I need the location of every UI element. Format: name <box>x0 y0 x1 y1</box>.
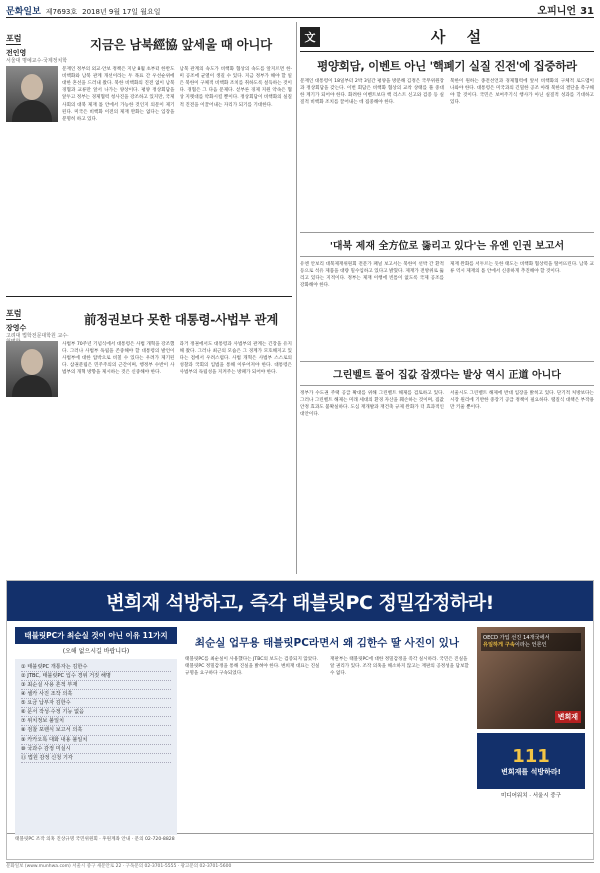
ad-reason-list <box>15 659 177 835</box>
issue-date: 2018년 9월 17일 월요일 <box>82 8 161 16</box>
editorial-body: 북한이 원하는 종전선언과 경제협력에 앞서 비핵화의 구체적 로드맵이 나와야 한다. 대통령은 미국과의 긴밀한 공조 아래 북한의 결단을 촉구해야 할 것이다. 국민은 보여주기식 행사가 아닌 실질적 성과를 기대하고 있다. <box>450 79 594 106</box>
issue-number: 제7693호 <box>45 8 78 16</box>
list-item: ③ 최순실 사용 흔적 부재 <box>21 681 171 690</box>
editorial-body: 문재인 대통령이 18일부터 2박 3일간 평양을 방문해 김정은 국무위원장과 정상회담을 갖는다. 이번 회담은 비핵화 협상의 교착 상태를 풀 중대한 계기가 되어야 한다. 화려한 이벤트보다 핵 리스트 신고와 검증 등 실질적 비핵화 조치를 끌어내는 데 집중해야 한다. <box>300 79 444 106</box>
column-headline[interactable]: 지금은 남북經協 앞세울 때 아니다 <box>90 37 272 52</box>
list-item: ⑤ 요금 납부자 김한수 <box>21 699 171 708</box>
author-portrait <box>6 66 58 122</box>
ad-slogan: 최순실 업무용 태블릿PC라면서 왜 김한수 딸 사진이 있나 <box>194 637 460 649</box>
ad-center <box>185 627 469 827</box>
ad-photo-caption <box>481 633 581 651</box>
list-item: ⑥ 문서 작성·수정 기능 없음 <box>21 708 171 717</box>
ad-reasons-box <box>15 627 177 827</box>
list-item: ① 태블릿PC 개통자는 김한수 <box>21 663 171 672</box>
list-item: ④ 셀카 사진 조작 의혹 <box>21 690 171 699</box>
forum-label: 포럼 <box>6 34 22 43</box>
author-role: 고려대 법학전문대학원 교수· <box>6 333 69 339</box>
ad-right <box>477 627 585 827</box>
column-body-a: 문재인 정부의 외교·안보 정책은 지난 8월 초부터 한반도 비핵화와 남북 관계 개선이라는 두 목표 간 우선순위에 대한 혼선을 드러내 왔다. 북한 비핵화의 진전 없이 남북 경협과 교류만 앞서 나가는 양상이다. 평양 정상회담을 앞두고 정부는 경제협력 청사진을 강조하고 있지만, 국제 사회의 대북 제재 틀 안에서 가능한 것인지 의문이 제기된다. 미국은 비핵화 이전의 제재 완화는 없다는 입장을 분명히 하고 있다. <box>62 67 175 122</box>
editorial-body: 서울시도 그린벨트 해제에 반대 입장을 밝히고 있다. 단기적 처방보다는 시장 원리에 기반한 중장기 공급 정책이 필요하다. 땜질식 대책은 부작용만 키울 뿐이다. <box>450 391 594 411</box>
editorial-body: 제재 완화를 서두르는 듯한 태도는 비핵화 협상력을 떨어뜨린다. 남북 교류 역시 제재의 틀 안에서 신중하게 추진해야 할 것이다. <box>450 262 594 275</box>
advertisement <box>6 580 594 860</box>
ad-publisher: 미디어워치 · 서울시 중구 <box>500 793 562 799</box>
list-item: ⑨ 카카오톡 대화 내용 불일치 <box>21 736 171 745</box>
ad-body: 재판부는 태블릿PC에 대한 정밀감정을 즉각 실시하라. 국민은 진실을 알 권리가 있다. 조작 의혹을 해소하지 않고는 재판의 공정성을 담보할 수 없다. <box>330 657 469 677</box>
page-footer: 문화일보 (www.munhwa.com) 서울시 중구 새문안로 22 · 구독문의 02-3701-5555 · 광고문의 02-3701-5600 <box>6 862 594 871</box>
ad-footer: 태블릿PC 조작 의혹 진상규명 국민위원회 · 후원계좌 안내 · 문의 02-720-8828 <box>7 833 593 855</box>
forum-column-2 <box>6 296 292 570</box>
ad-book-title: 변희재를 석방하라! <box>501 767 561 776</box>
editorial-headline-1[interactable]: 평양회담, 이벤트 아닌 '핵폐기 실질 진전'에 집중하라 <box>317 59 577 73</box>
ad-book-number: 111 <box>512 745 550 767</box>
author-portrait <box>6 341 58 397</box>
list-item: ⑧ 검찰 포렌식 보고서 의혹 <box>21 726 171 735</box>
forum-label: 포럼 <box>6 309 22 318</box>
ad-photo <box>477 627 585 729</box>
paper-emblem-icon: 文 <box>300 27 320 47</box>
editorial-title: 사 설 <box>430 28 490 46</box>
editorial-body: 유엔 안보리 대북제재위원회 전문가 패널 보고서는 북한이 선박 간 환적 등으로 석유 제품을 대량 밀수입하고 있다고 밝혔다. 제재가 전방위로 뚫리고 있다는 지적이다. 정부는 제재 이행에 빈틈이 없도록 국제 공조를 강화해야 한다. <box>300 262 444 289</box>
caption-accent: 유일하게 구속 <box>483 641 515 648</box>
paper-logo: 문화일보 <box>6 7 41 17</box>
forum-columns <box>6 22 292 574</box>
section-name: 오피니언 <box>537 6 577 17</box>
ad-banner: 변희재 석방하고, 즉각 태블릿PC 정밀감정하라! <box>7 581 593 621</box>
ad-body: 태블릿PC를 최순실이 사용했다는 JTBC의 보도는 검증되지 않았다. 태블릿PC 정밀감정을 통해 진실을 밝혀야 한다. 변희재 대표는 진실 규명을 요구하다 구속되었다. <box>185 657 320 677</box>
editorial-body: 정부가 수도권 주택 공급 확대를 위해 그린벨트 해제를 검토하고 있다. 그러나 그린벨트 해제는 미래 세대의 환경 자산을 훼손하는 것이며, 집값 안정 효과도 불확실하다. 도심 재개발과 재건축 규제 완화가 더 효과적인 대안이다. <box>300 391 444 418</box>
ad-box-title: 태블릿PC가 최순실 것이 아닌 이유 11가지 <box>15 627 177 644</box>
caption-line: OECD 가입 선진 14개국에서 <box>483 635 550 641</box>
ad-box-subtitle: (오해 없으시길 바랍니다) <box>62 648 130 655</box>
editorial-header <box>300 22 594 52</box>
list-item: ② JTBC, 태블릿PC 입수 경위 거짓 해명 <box>21 672 171 681</box>
list-item: ⑦ 위치정보 불일치 <box>21 717 171 726</box>
column-body-a: 사법부 70주년 기념식에서 대통령은 사법 개혁을 강조했다. 그러나 사법부 독립을 존중해야 할 대통령의 발언이 사법부에 대한 압박으로 비칠 수 있다는 우려가 제기된다. 삼권분립은 민주주의의 근간이며, 행정부 수반이 사법부의 개혁 방향을 제시하는 것은 신중해야 한다. <box>62 342 175 376</box>
column-body-b: 남북 관계의 속도가 비핵화 협상의 속도를 앞지르면 한·미 공조에 균열이 생길 수 있다. 지금 정부가 해야 할 일은 북한이 구체적 비핵화 조치를 취하도록 설득하는 것이다. 경협은 그 다음 문제다. 섣부른 경제 지원 약속은 협상 지렛대를 약화시킬 뿐이다. 정상회담이 비핵화의 실질적 진전을 이끌어내는 자리가 되기를 기대한다. <box>179 67 292 108</box>
author-role: 서울대 명예교수·국제정치학 <box>6 58 68 64</box>
list-item: ⑩ 국과수 감정 미실시 <box>21 745 171 754</box>
ad-photo-name: 변희재 <box>555 711 581 723</box>
ad-book <box>477 733 585 789</box>
editorial-headline-2[interactable]: '대북 제재 全方位로 뚫리고 있다'는 유엔 인권 보고서 <box>300 232 594 257</box>
caption-line: 이라는 언론인 <box>514 641 547 648</box>
editorial-section <box>300 22 594 574</box>
editorial-headline-3[interactable]: 그린벨트 풀어 집값 잡겠다는 발상 역시 正道 아니다 <box>300 361 594 386</box>
forum-column-1 <box>6 22 292 296</box>
column-divider <box>296 22 297 574</box>
page-number: 31 <box>580 6 594 17</box>
column-headline[interactable]: 前정권보다 못한 대통령-사법부 관계 <box>83 312 279 327</box>
author-name: 전인영 <box>6 49 27 57</box>
masthead <box>6 4 594 18</box>
list-item: ⑪ 법원 감정 신청 기각 <box>21 754 171 763</box>
column-body-b: 과거 정권에서도 대통령과 사법부의 관계는 긴장을 유지해 왔다. 그러나 최근의 모습은 그 경계가 모호해지고 있다는 점에서 우려스럽다. 사법 개혁은 사법부 스스로의 성찰과 국회의 입법을 통해 이루어져야 한다. 대통령은 사법부의 독립성을 지켜주는 방패가 되어야 한다. <box>179 342 292 376</box>
author-name: 장영수 <box>6 324 27 332</box>
